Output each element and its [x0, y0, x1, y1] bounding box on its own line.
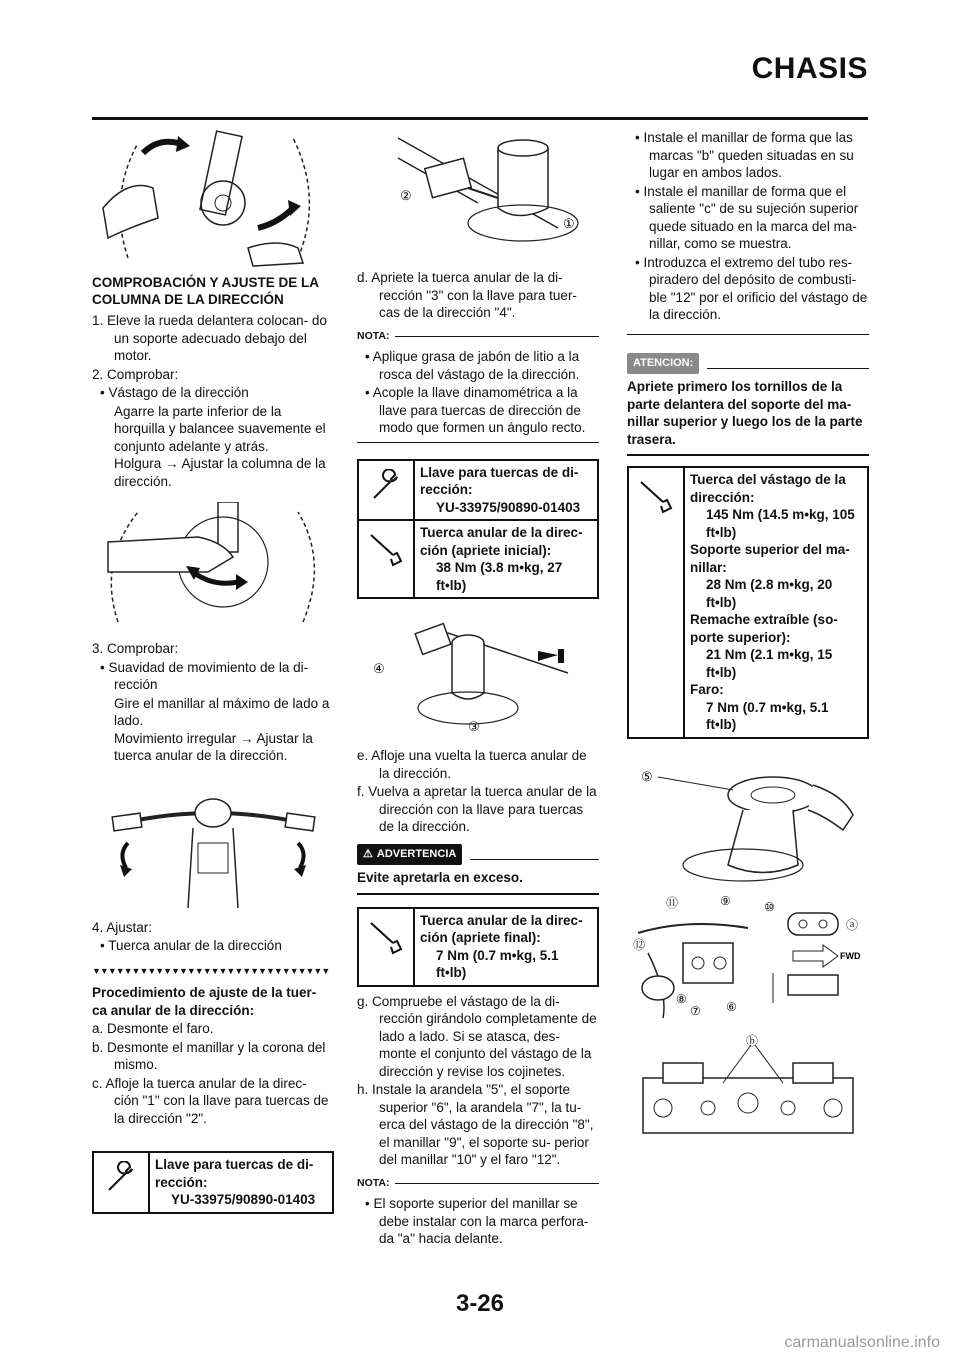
- torque-wrench-icon: [359, 521, 415, 597]
- spec-title: Tuerca anular de la direc- ción (apriete final):: [420, 912, 583, 945]
- step-2: 2. Comprobar:: [92, 366, 179, 382]
- column-middle: [357, 128, 599, 1249]
- callout-b: ⓑ: [746, 1033, 759, 1048]
- callout-8: ⑧: [676, 991, 687, 1006]
- note-label: NOTA:: [357, 1176, 390, 1189]
- washer-install-illustration: [633, 755, 863, 885]
- step-3-text-2: Movimiento irregular → Ajustar la tuerca anular de la dirección.: [114, 730, 313, 763]
- callout-5: ⑤: [641, 768, 653, 784]
- wrench-icon: [359, 461, 415, 520]
- callout-1: ①: [563, 216, 575, 231]
- spec-box-wrench: [92, 1151, 334, 1214]
- handlebar-holder-marks-illustration: [633, 1033, 863, 1153]
- spec-value: YU-33975/90890-01403: [436, 499, 581, 515]
- step-4-bullet: • Tuerca anular de la dirección: [100, 938, 282, 953]
- spec-value: YU-33975/90890-01403: [171, 1192, 316, 1207]
- step-h: h. Instale la arandela "5", el soporte superior "6", la arandela "7", la tu- erca del vástago de la dirección "8", el manillar "9", el soporte su- perior del manillar "10" y el faro "12".: [357, 1082, 594, 1167]
- spec-value: 38 Nm (3.8 m•kg, 27 ft•lb): [436, 560, 563, 593]
- wrench-icon: [94, 1153, 150, 1212]
- header-divider: [92, 117, 868, 120]
- caution-header: [627, 353, 869, 375]
- step-4: 4. Ajustar:: [92, 919, 153, 935]
- spec-title: Tuerca del vástago de la dirección:: [690, 472, 846, 505]
- torque-wrench-illustration: [358, 613, 598, 743]
- procedure-heading: Procedimiento de ajuste de la tuer- ca anular de la dirección:: [92, 985, 317, 1018]
- spec-value: 7 Nm (0.7 m•kg, 5.1 ft•lb): [706, 699, 829, 732]
- fwd-label: FWD: [840, 950, 861, 961]
- caution-text: Apriete primero los tornillos de la parte delantera del soporte del ma- nillar superior y luego los de la parte trasera.: [627, 379, 863, 447]
- spec-box-wrench-2: [357, 459, 599, 522]
- note-header: [357, 328, 599, 346]
- step-f: f. Vuelva a apretar la tuerca anular de la dirección con la llave para tuercas de la dirección.: [357, 784, 597, 834]
- caution-badge: ATENCION:: [627, 353, 699, 375]
- handlebar-turn-illustration: [98, 783, 328, 913]
- note-bullet-1: • Aplique grasa de jabón de litio a la rosca del vástago de la dirección.: [365, 349, 580, 382]
- spec-value: 21 Nm (2.1 m•kg, 15 ft•lb): [706, 647, 833, 680]
- column-left: [92, 128, 334, 1220]
- step-3: 3. Comprobar:: [92, 641, 179, 656]
- step-2-text-2: Holgura → Ajustar la columna de la dirección.: [114, 456, 326, 489]
- step-2-bullet: • Vástago de la dirección: [100, 385, 249, 400]
- spec-box-torque-final: [357, 907, 599, 987]
- step-b: b. Desmonte el manillar y la corona del mismo.: [92, 1039, 326, 1072]
- step-g: g. Compruebe el vástago de la di- rección girándolo completamente de lado a lado. Si se atasca, des- monte el conjunto del vástago de la dirección y revise los cojinetes.: [357, 993, 597, 1079]
- steering-check-illustration: [98, 502, 328, 632]
- step-3-bullet: • Suavidad de movimiento de la di- rección: [100, 659, 309, 692]
- spec-title: Remache extraíble (so- porte superior):: [690, 612, 838, 645]
- spec-value: 28 Nm (2.8 m•kg, 20 ft•lb): [706, 577, 833, 610]
- bullet-marks-b: • Instale el manillar de forma que las marcas "b" queden situadas en su lugar en ambos lados.: [635, 130, 854, 180]
- step-d: d. Apriete la tuerca anular de la di- rección "3" con la llave para tuer- cas de la dirección "4".: [357, 270, 577, 320]
- step-a: a. Desmonte el faro.: [92, 1021, 214, 1036]
- warning-icon: ⚠: [363, 847, 373, 860]
- spec-title: Tuerca anular de la direc- ción (apriete inicial):: [420, 525, 583, 558]
- step-c: c. Afloje la tuerca anular de la direc- ción "1" con la llave para tuercas de la dirección "2".: [92, 1075, 329, 1126]
- column-right: [627, 128, 869, 1153]
- spec-title: Llave para tuercas de di- rección:: [420, 464, 579, 497]
- procedure-divider: ▼▼▼▼▼▼▼▼▼▼▼▼▼▼▼▼▼▼▼▼▼▼▼▼▼▼▼▼▼▼: [92, 965, 330, 976]
- spec-box-torque-list: [627, 466, 869, 739]
- page-title: CHASIS: [751, 52, 868, 85]
- step-3-text-1: Gire el manillar al máximo de lado a lado.: [114, 695, 330, 728]
- wheel-rock-illustration: [98, 128, 328, 268]
- note-2-bullet-1: • El soporte superior del manillar se debe instalar con la marca perfora- da "a" hacia delante.: [365, 1196, 589, 1246]
- spec-title: Soporte superior del ma- nillar:: [690, 542, 850, 575]
- callout-11: ⑪: [666, 895, 679, 910]
- note-label: NOTA:: [357, 329, 390, 342]
- spec-box-torque-initial: [357, 519, 599, 599]
- warning-header: [357, 844, 599, 866]
- watermark: carmanualsonline.info: [784, 1334, 940, 1351]
- step-e: e. Afloje una vuelta la tuerca anular de la dirección.: [357, 748, 587, 781]
- callout-4: ④: [373, 661, 385, 676]
- callout-12: ⑫: [633, 937, 646, 952]
- section-heading: COMPROBACIÓN Y AJUSTE DE LA COLUMNA DE LA DIRECCIÓN: [92, 275, 319, 307]
- note-bullet-2: • Acople la llave dinamométrica a la llave para tuercas de dirección de modo que formen un ángulo recto.: [365, 385, 586, 435]
- spec-title: Llave para tuercas de di- rección:: [155, 1157, 314, 1190]
- page-number: 3-26: [455, 1290, 505, 1317]
- note-header-2: [357, 1175, 599, 1193]
- spec-title: Faro:: [690, 682, 724, 697]
- ring-nut-wrench-illustration: [358, 128, 598, 268]
- callout-9: ⑨: [720, 893, 731, 908]
- bullet-breather-hose: • Introduzca el extremo del tubo res- piradero del depósito de combusti- ble "12" por el orificio del vástago de la dirección.: [635, 254, 868, 322]
- callout-6: ⑥: [726, 999, 737, 1014]
- spec-value: 7 Nm (0.7 m•kg, 5.1 ft•lb): [436, 947, 559, 980]
- step-2-text-1: Agarre la parte inferior de la horquilla y balancee suavemente el conjunto adelante y atrás.: [114, 403, 326, 454]
- callout-a: ⓐ: [846, 917, 859, 932]
- bullet-projection-c: • Instale el manillar de forma que el saliente "c" de su sujeción superior quede situado en la marca del ma- nillar, como se muestra.: [635, 183, 859, 251]
- callout-3: ③: [468, 719, 480, 734]
- callout-7: ⑦: [690, 1003, 701, 1018]
- warning-text: Evite apretarla en exceso.: [357, 870, 523, 885]
- spec-value: 145 Nm (14.5 m•kg, 105 ft•lb): [706, 507, 855, 540]
- torque-wrench-icon: [359, 909, 415, 985]
- step-1: 1. Eleve la rueda delantera colocan- do un soporte adecuado debajo del motor.: [92, 313, 327, 363]
- callout-2: ②: [400, 188, 412, 203]
- callout-10: ⑩: [764, 899, 775, 914]
- handlebar-assembly-illustration: [628, 893, 868, 1023]
- warning-badge: ⚠ ADVERTENCIA: [357, 844, 462, 866]
- torque-wrench-icon: [629, 468, 685, 737]
